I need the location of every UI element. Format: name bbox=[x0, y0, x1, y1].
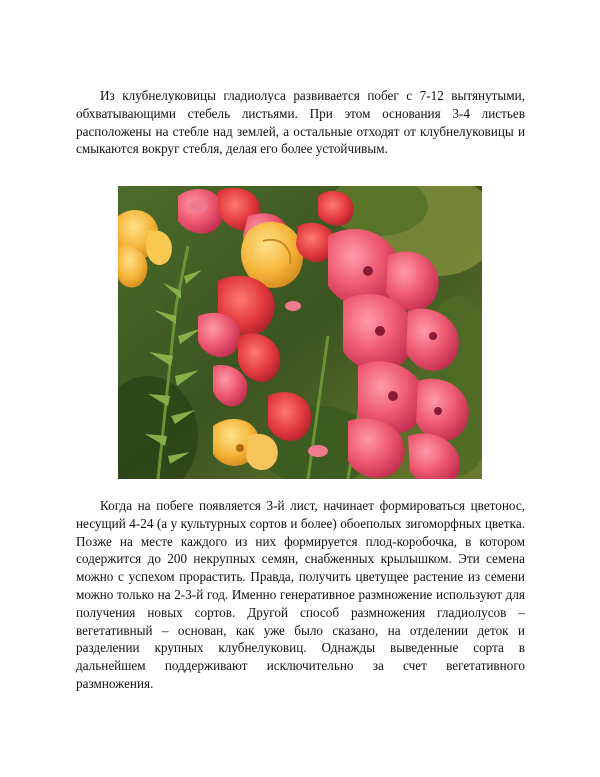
paragraph-2: Когда на побеге появляется 3-й лист, начинает формироваться цветонос, несущий 4-24 (а у культурных сортов и более) обоеполых зигоморфных цветка. Позже на месте каждого из них формируется плод-коробочка, в котором содержится до 200 некрупных семян, снабженных крылышком. Эти семена можно с успехом прорастить. Правда, получить цветущее растение из семени можно только на 2-3-й год. Именно генеративное размножение используют для получения новых сортов. Другой способ размножения гладиолусов – вегетативный – основан, как уже было сказано, на отделении деток и разделении крупных клубнелуковиц. Однажды выведенные сорта в дальнейшем поддерживают исключительно за счет вегетативного размножения. bbox=[76, 498, 525, 691]
paragraph-1: Из клубнелуковицы гладиолуса развивается побег с 7-12 вытянутыми, обхватывающими стебель листьями. При этом основания 3-4 листьев расположены на стебле над землей, а остальные отходят от клубнелуковицы и смыкаются вокруг стебля, делая его более устойчивым. bbox=[76, 88, 525, 157]
gladiolus-photo bbox=[118, 186, 482, 479]
